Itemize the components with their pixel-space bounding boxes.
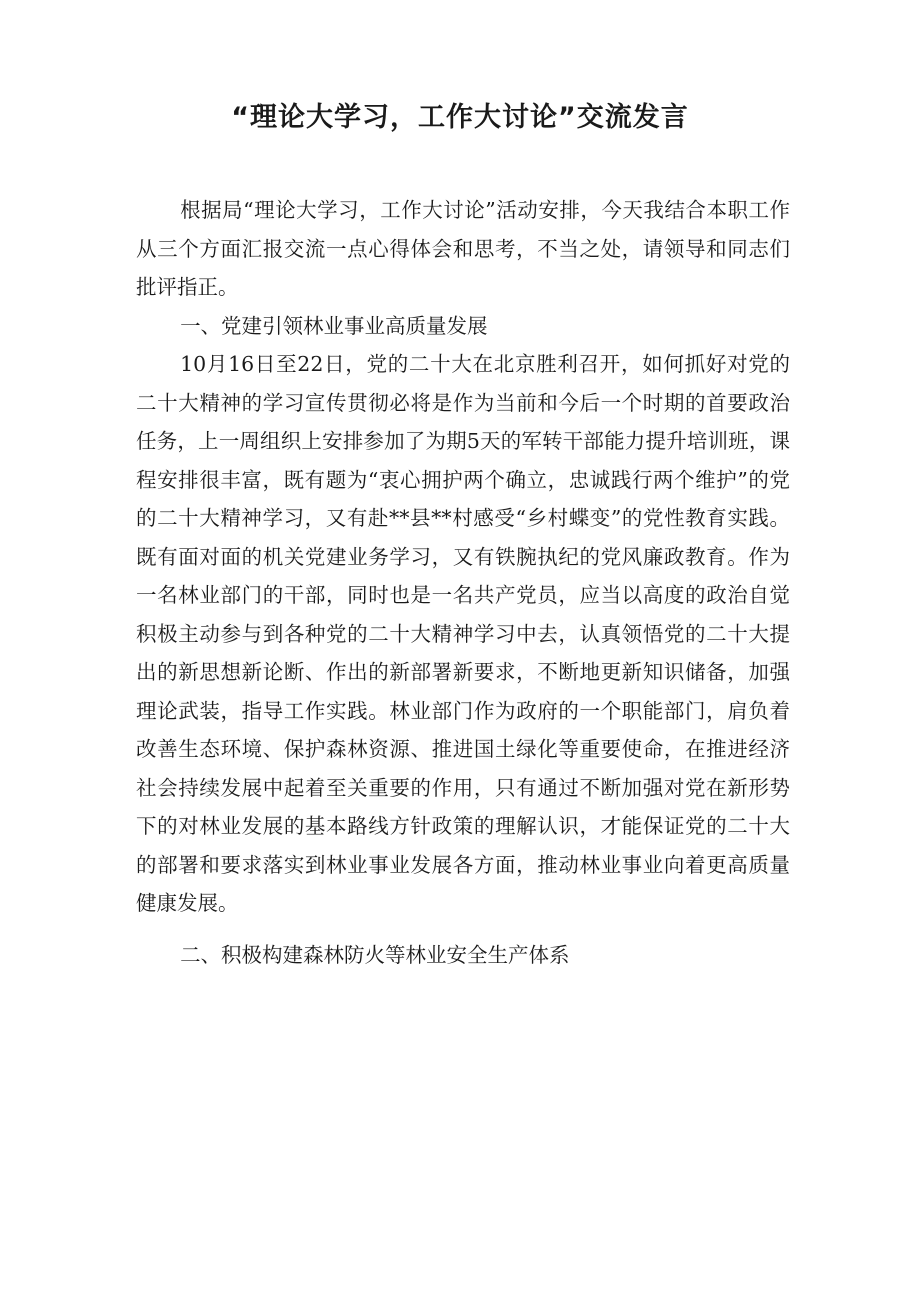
document-title: “理论大学习，工作大讨论”交流发言 xyxy=(231,102,689,133)
document-body xyxy=(136,191,790,974)
body-paragraph: 10月16日至22日，党的二十大在北京胜利召开，如何抓好对党的二十大精神的学习宣传贯彻必将是作为当前和今后一个时期的首要政治任务，上一周组织上安排参加了为期5天的军转干部能力提升培训班，课程安排很丰富，既有题为“衷心拥护两个确立，忠诚践行两个维护”的党的二十大精神学习，又有赴**县**村感受“乡村蝶变”的党性教育实践。既有面对面的机关党建业务学习，又有铁腕执纪的党风廉政教育。作为一名林业部门的干部，同时也是一名共产党员，应当以高度的政治自觉积极主动参与到各种党的二十大精神学习中去，认真领悟党的二十大提出的新思想新论断、作出的新部署新要求，不断地更新知识储备，加强理论武装，指导工作实践。林业部门作为政府的一个职能部门，肩负着改善生态环境、保护森林资源、推进国土绿化等重要使命，在推进经济社会持续发展中起着至关重要的作用，只有通过不断加强对党在新形势下的对林业发展的基本路线方针政策的理解认识，才能保证党的二十大的部署和要求落实到林业事业发展各方面，推动林业事业向着更高质量健康发展。 xyxy=(136,352,790,915)
section-heading-1: 一、党建引领林业事业高质量发展 xyxy=(180,313,488,338)
section-heading-2: 二、积极构建森林防火等林业安全生产体系 xyxy=(180,942,570,967)
intro-paragraph: 根据局“理论大学习，工作大讨论”活动安排，今天我结合本职工作从三个方面汇报交流一点心得体会和思考，不当之处，请领导和同志们批评指正。 xyxy=(136,198,790,299)
